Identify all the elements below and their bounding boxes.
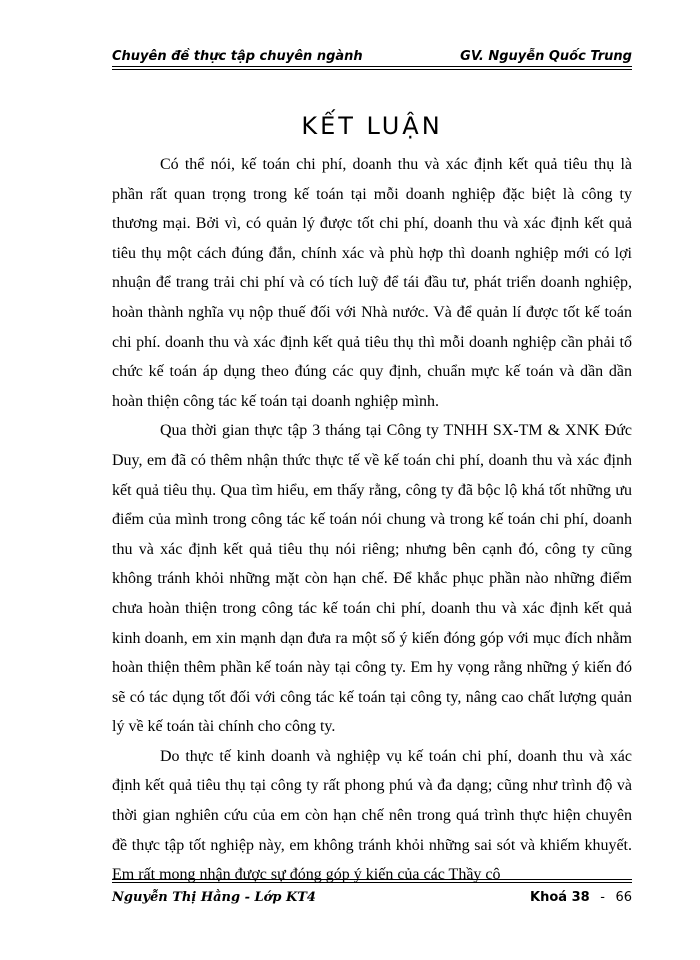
header-instructor: GV. Nguyễn Quốc Trung	[460, 49, 632, 64]
footer-separator: -	[600, 889, 605, 905]
footer-divider	[112, 879, 632, 883]
footer-course: Khoá 38	[530, 889, 590, 905]
document-body	[112, 150, 632, 890]
footer-page-info	[530, 890, 632, 905]
footer-author: Nguyễn Thị Hằng - Lớp KT4	[112, 889, 316, 905]
page-number: 66	[615, 889, 632, 905]
page-header	[112, 40, 632, 64]
page-footer	[112, 885, 632, 909]
paragraph: Có thể nói, kế toán chi phí, doanh thu và xác định kết quả tiêu thụ là phần rất quan trọng trong kế toán tại mỗi doanh nghiệp đặc biệt là công ty thương mại. Bởi vì, có quản lý được tốt chi phí, doanh thu và xác định kết quả tiêu thụ một cách đúng đắn, chính xác và phù hợp thì doanh nghiệp mới có lợi nhuận để trang trải chi phí và có tích luỹ để tái đầu tư, phát triển doanh nghiệp, hoàn thành nghĩa vụ nộp thuế đối với Nhà nước. Và để quản lí được tốt kế toán chi phí. doanh thu và xác định kết quả tiêu thụ thì mỗi doanh nghiệp cần phải tổ chức kế toán áp dụng theo đúng các quy định, chuẩn mực kế toán và dần dần hoàn thiện công tác kế toán tại doanh nghiệp mình.	[112, 156, 632, 410]
header-course-title: Chuyên đề thực tập chuyên ngành	[112, 49, 363, 64]
paragraph: Do thực tế kinh doanh và nghiệp vụ kế toán chi phí, doanh thu và xác định kết quả tiêu thụ tại công ty rất phong phú và đa dạng; cũng như trình độ và thời gian nghiên cứu của em còn hạn chế nên trong quá trình thực hiện chuyên đề thực tập tốt nghiệp này, em không tránh khỏi những sai sót và khiếm khuyết. Em rất mong nhận được sự đóng góp ý kiến của các Thầy cô	[112, 747, 632, 884]
page-title: KẾT LUẬN	[301, 112, 443, 140]
paragraph: Qua thời gian thực tập 3 tháng tại Công ty TNHH SX-TM & XNK Đức Duy, em đã có thêm nhận thức thực tế về kế toán chi phí, doanh thu và xác định kết quả tiêu thụ. Qua tìm hiểu, em thấy rằng, công ty đã bộc lộ khá tốt những ưu điểm của mình trong công tác kế toán nói chung và trong kế toán chi phí, doanh thu và xác định kết quả tiêu thụ nói riêng; nhưng bên cạnh đó, công ty cũng không tránh khỏi những mặt còn hạn chế. Để khắc phục phần nào những điểm chưa hoàn thiện trong công tác kế toán chi phí, doanh thu và xác định kết quả kinh doanh, em xin mạnh dạn đưa ra một số ý kiến đóng góp với mục đích nhằm hoàn thiện thêm phần kế toán này tại công ty. Em hy vọng rằng những ý kiến đó sẽ có tác dụng tốt đối với công tác kế toán tại công ty, nâng cao chất lượng quản lý về kế toán tài chính cho công ty.	[112, 422, 632, 736]
header-divider	[112, 66, 632, 70]
